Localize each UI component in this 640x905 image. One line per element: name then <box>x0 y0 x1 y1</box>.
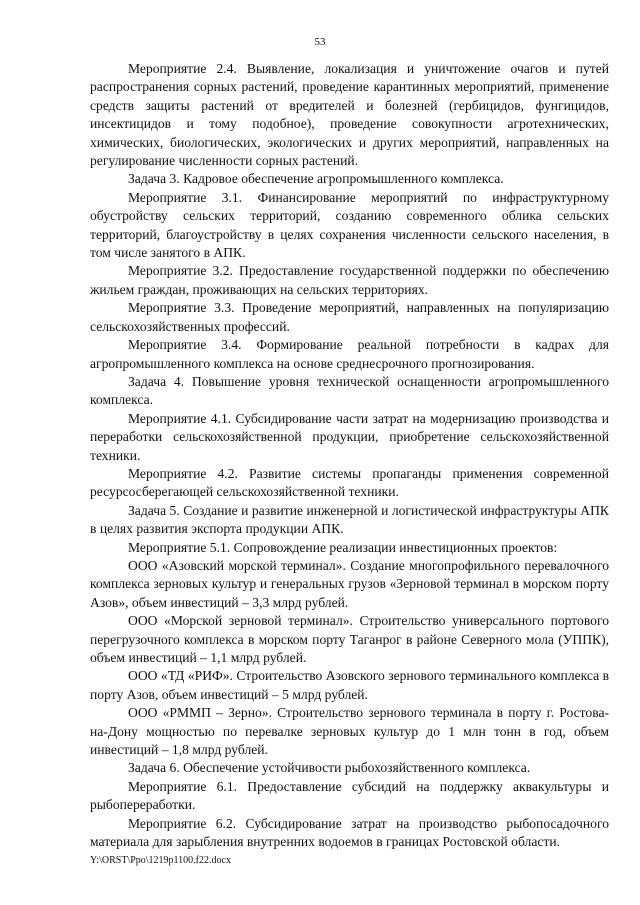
paragraph-measure-3-2: Мероприятие 3.2. Предоставление государственной поддержки по обеспечению жильем граждан, проживающих на сельских территориях. <box>90 263 609 297</box>
paragraph-project-grain-terminal: ООО «Морской зерновой терминал». Строительство универсального портового перегрузочного комплекса в морском порту Таганрог в районе Северного мола (УППК), объем инвестиций – 1,1 млрд рублей. <box>90 613 609 665</box>
paragraph-measure-5-1: Мероприятие 5.1. Сопровождение реализации инвестиционных проектов: <box>128 539 558 555</box>
paragraph-task-3: Задача 3. Кадровое обеспечение агропромышленного комплекса. <box>128 171 504 187</box>
paragraph-task-5: Задача 5. Создание и развитие инженерной и логистической инфраструктуры АПК в целях развития экспорта продукции АПК. <box>90 502 609 537</box>
paragraph-task-6: Задача 6. Обеспечение устойчивости рыбохозяйственного комплекса. <box>128 760 531 776</box>
paragraph-measure-4-1: Мероприятие 4.1. Субсидирование части затрат на модернизацию производства и переработки сельскохозяйственной продукции, приобретение сельскохозяйственной техники. <box>90 410 609 463</box>
page-number: 53 <box>314 36 326 48</box>
paragraph-measure-4-2: Мероприятие 4.2. Развитие системы пропаганды применения современной ресурсосберегающей сельскохозяйственной техники. <box>90 465 609 500</box>
paragraph-measure-3-1: Мероприятие 3.1. Финансирование мероприятий по инфраструктурному обустройству сельских территорий, созданию современного облика сельских территорий, благоустройству в целях сохранения численности сельского населения, в том числе занятого в АПК. <box>90 189 609 261</box>
footer-file-path: Y:\ORST\Ppo\1219p1100.f22.docx <box>90 855 231 866</box>
paragraph-measure-6-2: Мероприятие 6.2. Субсидирование затрат на производство рыбопосадочного материала для зарыбления внутренних водоемов в границах Ростовской области. <box>90 815 609 850</box>
paragraph-measure-6-1: Мероприятие 6.1. Предоставление субсидий на поддержку аквакультуры и рыбопереработки. <box>90 778 609 813</box>
paragraph-task-4: Задача 4. Повышение уровня технической оснащенности агропромышленного комплекса. <box>90 373 609 408</box>
paragraph-measure-2-4: Мероприятие 2.4. Выявление, локализация и уничтожение очагов и путей распространения сорных растений, проведение карантинных мероприятий, применение средств защиты растений от вредителей и болезней (гербицидов, фунгицидов, инсектицидов и тому подобное), проведение совокупности агротехнических, химических, биологических, экологических и других мероприятий, направленных на регулирование численности сорных растений. <box>90 61 609 169</box>
paragraph-project-azov-terminal: ООО «Азовский морской терминал». Создание многопрофильного перевалочного комплекса зерновых культур и генеральных грузов «Зерновой терминал в морском порту Азов», объем инвестиций – 3,3 млрд рублей. <box>90 557 609 610</box>
paragraph-project-rmmp-grain: ООО «РММП – Зерно». Строительство зернового терминала в порту г. Ростова-на-Дону мощностью по перевалке зерновых культур до 1 млн тонн в год, объем инвестиций – 1,8 млрд рублей. <box>90 705 609 758</box>
document-body <box>90 60 609 851</box>
paragraph-measure-3-4: Мероприятие 3.4. Формирование реальной потребности в кадрах для агропромышленного комплекса на основе среднесрочного прогнозирования. <box>90 337 609 371</box>
paragraph-project-td-rif: ООО «ТД «РИФ». Строительство Азовского зернового терминального комплекса в порту Азов, объем инвестиций – 5 млрд рублей. <box>90 668 609 702</box>
paragraph-measure-3-3: Мероприятие 3.3. Проведение мероприятий, направленных на популяризацию сельскохозяйственных профессий. <box>90 300 609 334</box>
